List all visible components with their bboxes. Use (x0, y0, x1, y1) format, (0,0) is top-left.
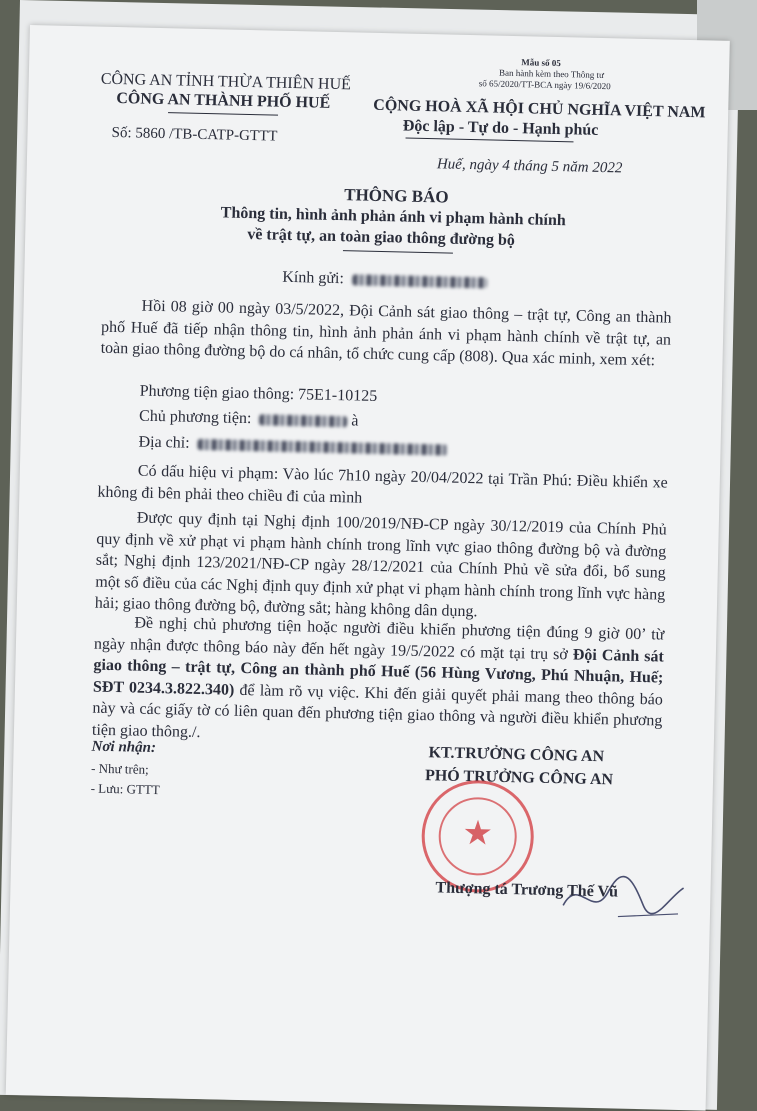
nation-name: CỘNG HOÀ XÃ HỘI CHỦ NGHĨA VIỆT NAM (373, 96, 706, 122)
request-paragraph (92, 612, 665, 754)
signer-authority: KT.TRƯỞNG CÔNG AN (428, 744, 605, 766)
official-seal (420, 779, 535, 894)
intro-paragraph: Hồi 08 giờ 00 ngày 03/5/2022, Đội Cảnh sát giao thông – trật tự, Công an thành phố Huế đã tiếp nhận thông tin, hình ảnh phản ánh vi phạm hành chính về trật tự, an toàn giao thông đường bộ do cá nhân, tổ chức cung cấp (808). Qua xác minh, xem xét: (100, 297, 672, 370)
agency-unit: CÔNG AN THÀNH PHỐ HUẾ (116, 89, 331, 112)
redacted-owner (259, 414, 347, 427)
redacted-address (198, 439, 448, 456)
document-number: Số: 5860 /TB-CATP-GTTT (111, 124, 278, 145)
form-issued-by: Ban hành kèm theo Thông tư (498, 67, 605, 81)
title-underline (343, 250, 453, 253)
address-label: Địa chỉ: (138, 433, 190, 452)
regulation-paragraph: Được quy định tại Nghị định 100/2019/NĐ-CP ngày 30/12/2019 của Chính Phủ quy định về xử phạt vi phạm hành chính trong lĩnh vực giao thông đường bộ và đường sắt; Nghị định 123/2021/NĐ-CP ngày 28/12/2021 của Chính Phủ về sửa đổi, bổ sung một số điều của các Nghị định quy định xử phạt vi phạm hành chính trong lĩnh vực hàng hải; giao thông đường bộ, đường sắt; hàng không dân dụng. (94, 509, 667, 621)
signer-position: PHÓ TRƯỞNG CÔNG AN (424, 767, 614, 789)
seal-star-icon: ★ (462, 815, 494, 853)
notice-subject-line1: Thông tin, hình ảnh phản ánh vi phạm hành chính (220, 204, 566, 230)
request-office: Đội Cảnh sát giao thông – trật tự, Công an thành phố Huế (56 Hùng Vương, Phú Nhuận, Huế; SĐT 0234.3.822.340) (92, 645, 665, 699)
notice-subject-line2: về trật tự, an toàn giao thông đường bộ (247, 225, 516, 250)
vehicle-owner (139, 408, 359, 431)
seal-inner-ring (438, 796, 518, 876)
violation-paragraph: Có dấu hiệu vi phạm: Vào lúc 7h10 ngày 20/04/2022 tại Trần Phú: Điều khiển xe không đi bên phải theo chiều đi của mình (97, 462, 668, 507)
vehicle-plate: Phương tiện giao thông: 75E1-10125 (139, 382, 378, 405)
owner-label: Chủ phương tiện: (138, 407, 252, 428)
request-text-a: Đề nghị chủ phương tiện hoặc người điều khiển phương tiện đúng 9 giờ 00’ từ ngày nhận được thông báo này đến hết ngày 19/5/2022 có mặt tại trụ sở (93, 614, 665, 663)
agency-parent: CÔNG AN TỈNH THỪA THIÊN HUẾ (100, 70, 352, 94)
nation-motto: Độc lập - Tự do - Hạnh phúc (402, 117, 599, 139)
place-date: Huế, ngày 4 tháng 5 năm 2022 (436, 156, 623, 177)
owner-address (138, 434, 447, 459)
notice-title: THÔNG BÁO (344, 185, 449, 207)
signer-name: Thượng tá Trương Thế Vũ (435, 879, 619, 901)
greeting (282, 269, 487, 292)
request-text-b: để làm rõ vụ việc. Khi đến giải quyết phải mang theo thông báo này và các giấy tờ có liên quan đến phương tiện giao thông và người điều khiển phương tiện giao thông./. (91, 681, 664, 741)
agency-underline (168, 112, 278, 115)
form-circular-ref: số 65/2020/TT-BCA ngày 19/6/2020 (478, 78, 611, 92)
recipient-item: - Lưu: GTTT (90, 780, 160, 798)
owner-tail: à (351, 412, 359, 430)
form-number: Mẫu số 05 (521, 57, 561, 69)
redacted-recipient (352, 274, 487, 288)
recipients-label: Nơi nhận: (91, 738, 157, 757)
greeting-label: Kính gửi: (282, 268, 345, 288)
notice-document (6, 25, 730, 1111)
recipient-item: - Như trên; (90, 760, 149, 777)
